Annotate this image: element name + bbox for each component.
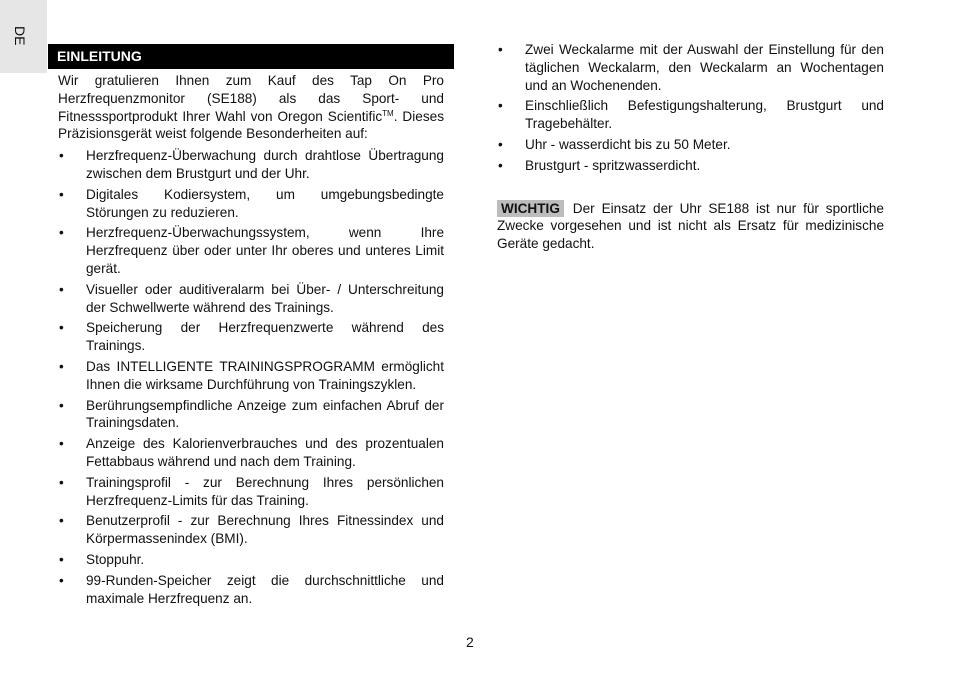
bullet-icon: • [59, 320, 64, 336]
bullet-icon: • [59, 148, 64, 164]
list-item-text: Einschließlich Befestigungshalterung, Brustgurt und Tragebehälter. [525, 98, 884, 132]
list-item [58, 551, 444, 569]
intro-text-after: . Dieses Präzisionsgerät weist folgende Besonderheiten auf: [58, 108, 444, 142]
list-item-text: Digitales Kodiersystem, um umgebungsbedingte Störungen zu reduzieren. [86, 186, 444, 220]
bullet-icon: • [59, 436, 64, 452]
list-item [58, 358, 444, 394]
list-item [58, 147, 444, 183]
list-item [497, 157, 884, 175]
list-item-text: Visueller oder auditiveralarm bei Über- / Unterschreitung der Schwellwerte während des Trainings. [86, 281, 444, 315]
feature-list-left [58, 147, 444, 607]
list-item-text: 99-Runden-Speicher zeigt die durchschnittliche und maximale Herzfrequenz an. [86, 572, 444, 606]
feature-list-right [497, 41, 884, 175]
language-tab-label: DE [12, 26, 28, 46]
list-item [58, 397, 444, 433]
bullet-icon: • [59, 225, 64, 241]
list-item [58, 572, 444, 608]
intro-text: Wir gratulieren Ihnen zum Kauf des Tap On Pro Herzfrequenzmonitor (SE188) als das Sport- und Fitnesssportprodukt Ihrer Wahl von Oregon Scientific [58, 73, 444, 124]
list-item-text: Stoppuhr. [86, 551, 145, 567]
list-item [497, 136, 884, 154]
bullet-icon: • [498, 157, 503, 173]
list-item-text: Zwei Weckalarme mit der Auswahl der Einstellung für den täglichen Weckalarm, den Weckalarm an Wochentagen und an Wochenenden. [525, 42, 884, 93]
bullet-icon: • [498, 42, 503, 57]
bullet-icon: • [59, 186, 64, 202]
list-item [58, 186, 444, 222]
list-item-text: Anzeige des Kalorienverbrauches und des prozentualen Fettabbaus während und nach dem Training. [86, 436, 444, 469]
bullet-icon: • [498, 98, 503, 114]
bullet-icon: • [59, 397, 64, 413]
list-item-text: Uhr - wasserdicht bis zu 50 Meter. [525, 136, 731, 152]
list-item-text: Trainingsprofil - zur Berechnung Ihres persönlichen Herzfrequenz-Limits für das Training. [86, 474, 444, 508]
list-item-text: Das INTELLIGENTE TRAININGSPROGRAMM ermöglicht Ihnen die wirksame Durchführung von Trainingszyklen. [86, 358, 444, 392]
list-item-text: Speicherung der Herzfrequenzwerte während des Trainings. [86, 320, 444, 354]
bullet-icon: • [59, 281, 64, 297]
list-item-text: Herzfrequenz-Überwachung durch drahtlose Übertragung zwischen dem Brustgurt und der Uhr. [86, 148, 444, 181]
left-column [58, 72, 444, 610]
bullet-icon: • [59, 474, 64, 490]
important-notice [497, 200, 884, 253]
bullet-icon: • [59, 551, 64, 567]
list-item [497, 97, 884, 133]
list-item [58, 224, 444, 277]
list-item [497, 41, 884, 94]
bullet-icon: • [59, 358, 64, 374]
list-item-text: Berührungsempfindliche Anzeige zum einfachen Abruf der Trainingsdaten. [86, 397, 444, 431]
list-item [58, 319, 444, 355]
list-item-text: Benutzerprofil - zur Berechnung Ihres Fitnessindex und Körpermassenindex (BMI). [86, 513, 444, 547]
list-item [58, 435, 444, 471]
trademark-symbol: TM [382, 108, 394, 118]
bullet-icon: • [59, 572, 64, 588]
page-number: 2 [466, 634, 474, 650]
list-item [58, 474, 444, 510]
list-item [58, 281, 444, 317]
list-item-text: Brustgurt - spritzwasserdicht. [525, 157, 701, 173]
list-item [58, 512, 444, 548]
important-badge: WICHTIG [497, 200, 564, 217]
right-column [497, 41, 884, 253]
bullet-icon: • [498, 136, 503, 152]
language-tab [0, 0, 47, 73]
intro-paragraph [58, 72, 444, 143]
bullet-icon: • [59, 513, 64, 529]
important-notice-text: Der Einsatz der Uhr SE188 ist nur für sportliche Zwecke vorgesehen und ist nicht als Ersatz für medizinische Geräte gedacht. [497, 200, 884, 252]
list-item-text: Herzfrequenz-Überwachungssystem, wenn Ihre Herzfrequenz über oder unter Ihr oberes und unteres Limit gerät. [86, 225, 444, 276]
section-title: EINLEITUNG [48, 44, 454, 69]
